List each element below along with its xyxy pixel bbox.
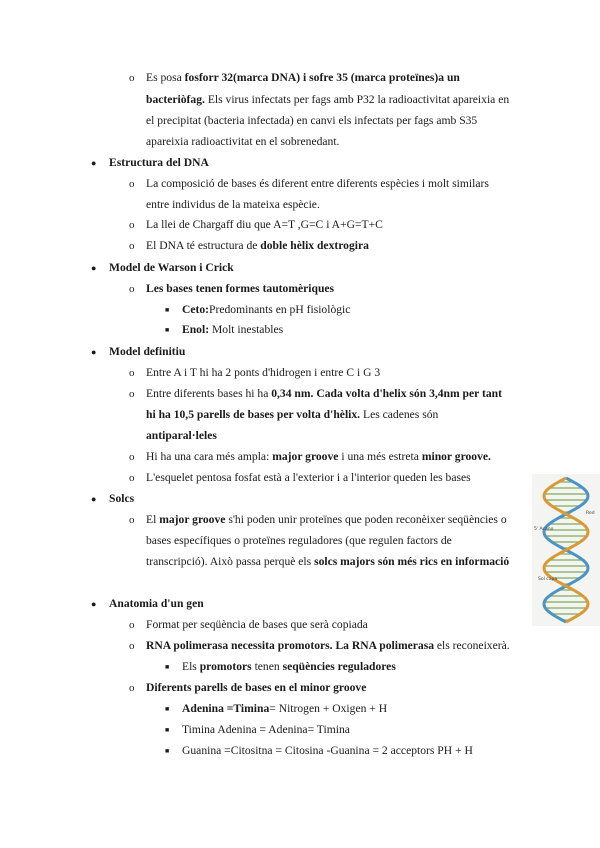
text-segment: Format per seqüència de bases que serà copiada — [146, 618, 368, 631]
heading-line — [109, 261, 234, 275]
text-segment: apareixia radioactivitat en el sobrenedant. — [146, 135, 340, 148]
text-line — [146, 93, 509, 107]
text-line — [146, 639, 510, 653]
text-segment: tenen — [251, 660, 283, 673]
level2-marker: o — [129, 240, 135, 252]
text-line — [146, 239, 369, 253]
text-line — [146, 198, 320, 212]
level1-marker: ● — [91, 347, 97, 357]
text-line — [182, 744, 473, 758]
text-segment: Entre A i T hi ha 2 ponts d'hidrogen i entre C i G 3 — [146, 366, 381, 379]
text-segment: Els virus infectats per fags amb P32 la radioactivitat apareixia en — [204, 93, 510, 106]
text-segment: El — [146, 513, 160, 526]
text-segment: La composició de bases és diferent entre diferents espècies i molt similars — [146, 177, 489, 190]
text-line — [146, 177, 489, 191]
bold-text: Les bases tenen formes tautomèriques — [146, 282, 335, 295]
text-segment: Timina Adenina = Adenina= Timina — [182, 723, 350, 736]
text-line — [182, 323, 283, 337]
level2-marker: o — [129, 178, 135, 190]
bold-text: seqüències reguladores — [282, 660, 396, 673]
bold-text: doble hèlix dextrogira — [260, 239, 369, 252]
level3-marker: ■ — [165, 326, 170, 334]
text-line — [182, 303, 350, 317]
text-line — [146, 387, 502, 401]
text-segment: el precipitat (bacteria infectada) en canvi els infectats per fags amb S35 — [146, 114, 478, 127]
text-segment: Es posa — [146, 71, 185, 84]
level2-marker: o — [129, 514, 135, 526]
level2-marker: o — [129, 219, 135, 231]
text-segment: Les cadenes són — [360, 408, 439, 421]
text-segment: La llei de Chargaff diu que A=T ,G=C i A+G=T+C — [146, 218, 383, 231]
bold-text: major groove — [272, 450, 339, 463]
level3-marker: ■ — [165, 747, 170, 755]
bold-text: Anatomia d'un gen — [109, 597, 204, 610]
text-segment: transcripció). Això passa perquè els — [146, 555, 315, 568]
text-line — [146, 366, 380, 380]
text-segment: = Nitrogen + Oxigen + H — [269, 702, 388, 715]
text-line — [146, 450, 491, 464]
level2-marker: o — [129, 283, 135, 295]
text-segment: entre individus de la mateixa espècie. — [146, 198, 320, 211]
bold-text: hi ha 10,5 parells de bases per volta d'hèlix. — [146, 408, 361, 421]
heading-line — [109, 597, 204, 611]
text-line — [146, 513, 507, 527]
heading-line — [109, 492, 134, 506]
text-line — [182, 702, 387, 716]
level2-marker: o — [129, 682, 135, 694]
text-segment: Hi ha una cara més ampla: — [146, 450, 273, 463]
bold-text: minor groove. — [421, 450, 491, 463]
heading-line — [109, 156, 209, 170]
level1-marker: ● — [91, 263, 97, 273]
text-segment: s'hi poden unir proteïnes que poden reconèixer seqüències o — [225, 513, 507, 526]
text-segment: Molt inestables — [209, 323, 284, 336]
bold-text: bacteriòfag. — [146, 93, 205, 106]
bold-text: major groove — [159, 513, 226, 526]
text-line — [146, 71, 460, 85]
bold-text: antiparal·leles — [146, 429, 217, 442]
heading-line — [109, 345, 185, 359]
level1-marker: ● — [91, 494, 97, 504]
level2-marker: o — [129, 472, 135, 484]
text-segment: Guanina =Citositna = Citosina -Guanina = 2 acceptors PH + H — [182, 744, 473, 757]
level3-marker: ■ — [165, 726, 170, 734]
text-segment: i una més estreta — [338, 450, 422, 463]
text-line — [182, 723, 350, 737]
text-line — [146, 218, 383, 232]
text-segment: Els — [182, 660, 200, 673]
bold-text: solcs majors són més rics en informació — [314, 555, 510, 568]
text-segment: els reconeixerà. — [434, 639, 510, 652]
bold-text: Model definitiu — [109, 345, 186, 358]
text-line — [146, 135, 339, 149]
text-segment: L'esquelet pentosa fosfat està a l'exterior i a l'interior queden les bases — [146, 471, 471, 484]
level3-marker: ■ — [165, 705, 170, 713]
bold-text: Adenina =Timina — [182, 702, 270, 715]
level2-marker: o — [129, 640, 135, 652]
bold-text: fosforr 32(marca DNA) i sofre 35 (marca proteïnes)a un — [184, 71, 460, 84]
level1-marker: ● — [91, 599, 97, 609]
level3-marker: ■ — [165, 663, 170, 671]
bold-text: Ceto: — [182, 303, 210, 316]
text-line — [146, 555, 509, 569]
bold-text: Diferents parells de bases en el minor groove — [146, 681, 367, 694]
level3-marker: ■ — [165, 306, 170, 314]
bold-text: 0,34 nm. Cada volta d'helix són 3,4nm per tant — [271, 387, 502, 400]
level2-marker: o — [129, 367, 135, 379]
text-line — [182, 660, 396, 674]
bold-text: RNA polimerasa necessita promotors. La RNA polimerasa — [146, 639, 434, 652]
text-segment: El DNA té estructura de — [146, 239, 261, 252]
dna-helix-figure — [532, 474, 600, 626]
text-line — [146, 429, 217, 443]
level2-marker: o — [129, 388, 135, 400]
text-line — [146, 114, 477, 128]
text-line — [146, 471, 471, 485]
level2-marker: o — [129, 451, 135, 463]
bold-text: Estructura del DNA — [109, 156, 209, 169]
bold-text: Enol: — [182, 323, 210, 336]
text-segment: bases específiques o proteïnes reguladores (que regulen factors de — [146, 534, 452, 547]
bold-text: Model de Warson i Crick — [109, 261, 234, 274]
text-line — [146, 618, 368, 632]
level2-marker: o — [129, 619, 135, 631]
figure-label: Red — [586, 511, 595, 516]
level2-marker: o — [129, 72, 135, 84]
figure-label: Sol capa — [538, 577, 558, 582]
level1-marker: ● — [91, 158, 97, 168]
bold-text: Solcs — [109, 492, 135, 505]
bold-text: promotors — [199, 660, 252, 673]
text-segment: Predominants en pH fisiològic — [209, 303, 351, 316]
figure-label: 5' Acano — [534, 527, 554, 532]
text-line — [146, 282, 334, 296]
text-line — [146, 681, 366, 695]
text-line — [146, 534, 452, 548]
text-line — [146, 408, 438, 422]
text-segment: Entre diferents bases hi ha — [146, 387, 272, 400]
